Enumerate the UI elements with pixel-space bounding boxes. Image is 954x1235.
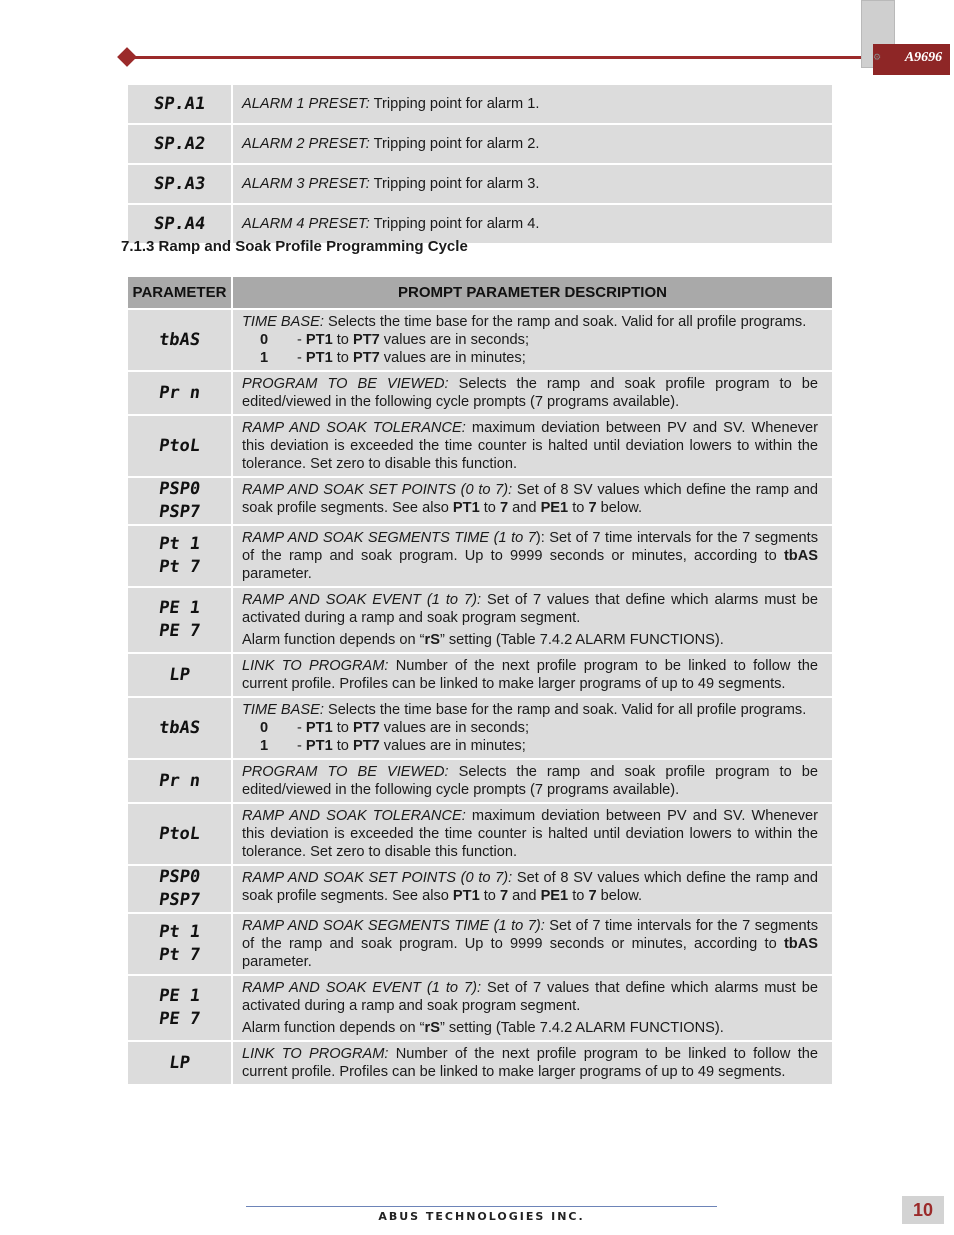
model-badge: A9696 (873, 44, 950, 75)
parameter-cell (128, 165, 233, 205)
bold-term: PT7 (352, 332, 380, 348)
description-text: Tripping point for alarm 1. (369, 96, 540, 112)
table-row (128, 588, 832, 654)
bold-term: PT7 (352, 738, 380, 754)
description-cell (233, 914, 832, 976)
description-label: TIME BASE: (242, 702, 324, 718)
parameter-cell (128, 478, 233, 526)
table-row (128, 85, 832, 125)
parameter-column-header: PARAMETER (128, 277, 233, 310)
parameter-cell (128, 804, 233, 866)
description-text: Tripping point for alarm 3. (369, 176, 540, 192)
description-cell (233, 698, 832, 760)
option-text: to (332, 720, 353, 736)
table-row (128, 698, 832, 760)
option-text: values are in seconds; (379, 720, 529, 736)
ramp-soak-parameter-table (128, 277, 832, 1086)
option-line (242, 331, 818, 349)
option-line (242, 737, 818, 755)
table-row (128, 914, 832, 976)
description-label: RAMP AND SOAK SEGMENTS TIME (1 to 7): (242, 918, 545, 934)
description-cell (233, 416, 832, 478)
table-row (128, 125, 832, 165)
description-cell (233, 310, 832, 372)
note-text: Alarm function depends on “ (242, 632, 425, 648)
parameter-code: Pt 1 (157, 534, 202, 554)
description-label: RAMP AND SOAK SEGMENTS TIME (1 to 7 (242, 530, 536, 546)
table-row (128, 526, 832, 588)
note-text: ” setting (Table 7.4.2 ALARM FUNCTIONS). (439, 632, 724, 648)
parameter-cell (128, 976, 233, 1042)
table-row (128, 760, 832, 804)
description-text: and (508, 500, 541, 516)
description-label: RAMP AND SOAK SET POINTS (0 to 7): (242, 482, 513, 498)
description-text: maximum deviation between PV and SV. Whenever this deviation is exceeded the time counter is halted until deviation lowers to within the tolerance. Set zero to disable this function. (242, 808, 819, 860)
parameter-code: tbAS (157, 329, 202, 350)
parameter-code: PE 1 (157, 986, 202, 1006)
parameter-code: Pr n (157, 770, 202, 791)
table-row (128, 1042, 832, 1086)
table-row (128, 416, 832, 478)
description-label: ALARM 4 PRESET: (242, 216, 370, 232)
table-row (128, 165, 832, 205)
parameter-cell (128, 372, 233, 416)
parameter-cell (128, 125, 233, 165)
parameter-code: Pt 1 (157, 922, 202, 942)
parameter-cell (128, 310, 233, 372)
option-value: 0 (260, 720, 269, 736)
description-label: ALARM 1 PRESET: (242, 96, 370, 112)
description-text: Tripping point for alarm 2. (369, 136, 540, 152)
parameter-code: SP.A4 (152, 213, 207, 234)
description-cell (233, 760, 832, 804)
description-text: maximum deviation between PV and SV. Whenever this deviation is exceeded the time counter is halted until deviation lowers to within the tolerance. Set zero to disable this function. (242, 420, 819, 472)
option-text: to (332, 350, 353, 366)
description-label: LINK TO PROGRAM: (242, 1046, 389, 1062)
bold-term: 7 (499, 888, 509, 904)
alarm-preset-table (128, 85, 832, 245)
bold-term: 7 (588, 888, 597, 904)
table-row (128, 478, 832, 526)
option-text: values are in seconds; (379, 332, 529, 348)
bold-term: PT1 (305, 720, 333, 736)
description-text: Selects the time base for the ramp and soak. Valid for all profile programs. (323, 314, 807, 330)
footer-company: ABUS TECHNOLOGIES INC. (378, 1210, 585, 1223)
option-text: values are in minutes; (379, 350, 526, 366)
bold-term: PT7 (352, 350, 380, 366)
description-column-header: PROMPT PARAMETER DESCRIPTION (233, 277, 832, 310)
table-row (128, 310, 832, 372)
table-row (128, 976, 832, 1042)
description-label: LINK TO PROGRAM: (242, 658, 389, 674)
description-cell (233, 85, 832, 125)
parameter-cell (128, 588, 233, 654)
description-label: TIME BASE: (242, 314, 324, 330)
description-text: to (479, 888, 500, 904)
description-cell (233, 165, 832, 205)
description-label: RAMP AND SOAK EVENT (1 to 7): (242, 980, 482, 996)
description-text: Selects the time base for the ramp and soak. Valid for all profile programs. (323, 702, 807, 718)
description-cell (233, 526, 832, 588)
description-label: ALARM 3 PRESET: (242, 176, 370, 192)
description-cell (233, 125, 832, 165)
bold-term: PT7 (352, 720, 380, 736)
option-text: to (332, 738, 353, 754)
bold-term: PT1 (305, 350, 333, 366)
option-value: 0 (260, 332, 269, 348)
option-value: 1 (260, 350, 269, 366)
description-text: Selects the ramp and soak profile program to be edited/viewed in the following cycle prompts (7 programs available). (242, 376, 818, 410)
description-cell (233, 976, 832, 1042)
parameter-code: PE 1 (157, 598, 202, 618)
description-text: below. (596, 500, 642, 516)
parameter-cell (128, 698, 233, 760)
description-text: to (568, 500, 589, 516)
parameter-code: SP.A1 (152, 93, 207, 114)
parameter-code: PtoL (157, 435, 202, 456)
parameter-cell (128, 760, 233, 804)
footer-rule (246, 1206, 717, 1207)
description-label: PROGRAM TO BE VIEWED: (242, 764, 449, 780)
option-line (242, 349, 818, 367)
description-cell (233, 588, 832, 654)
option-dash: - (297, 738, 306, 754)
bold-term: PT1 (452, 500, 480, 516)
bold-term: PT1 (452, 888, 480, 904)
bold-term: rS (424, 632, 440, 648)
description-cell (233, 804, 832, 866)
parameter-code: LP (167, 1052, 192, 1073)
description-label: RAMP AND SOAK SET POINTS (0 to 7): (242, 870, 513, 886)
description-cell (233, 372, 832, 416)
option-text: values are in minutes; (379, 738, 526, 754)
option-text: to (332, 332, 353, 348)
description-text: ): Set of 7 time intervals for the 7 segments of the ramp and soak program. Up to 9999 seconds or minutes, according to (242, 530, 818, 564)
section-heading: 7.1.3 Ramp and Soak Profile Programming Cycle (121, 238, 468, 255)
parameter-cell (128, 866, 233, 914)
description-label: ALARM 2 PRESET: (242, 136, 370, 152)
bold-term: tbAS (783, 936, 818, 952)
parameter-code: SP.A2 (152, 133, 207, 154)
parameter-code: Pt 7 (157, 945, 202, 965)
bold-term: rS (424, 1020, 440, 1036)
bold-term: PE1 (540, 500, 569, 516)
description-label: RAMP AND SOAK TOLERANCE: (242, 420, 466, 436)
description-text: Set of 7 values that define which alarms must be activated during a ramp and soak program segment. (242, 592, 819, 626)
parameter-cell (128, 914, 233, 976)
description-text: Set of 7 values that define which alarms must be activated during a ramp and soak program segment. (242, 980, 819, 1014)
table-row (128, 804, 832, 866)
description-text: Set of 7 time intervals for the 7 segments of the ramp and soak program. Up to 9999 seconds or minutes, according to (242, 918, 818, 952)
description-cell (233, 1042, 832, 1086)
bold-term: 7 (499, 500, 509, 516)
description-label: RAMP AND SOAK TOLERANCE: (242, 808, 466, 824)
parameter-cell (128, 416, 233, 478)
parameter-code: PSP7 (157, 502, 202, 522)
description-text: to (479, 500, 500, 516)
description-text: Selects the ramp and soak profile program to be edited/viewed in the following cycle prompts (7 programs available). (242, 764, 818, 798)
option-line (242, 719, 818, 737)
parameter-code: PSP0 (157, 867, 202, 887)
description-text: to (568, 888, 589, 904)
description-label: RAMP AND SOAK EVENT (1 to 7): (242, 592, 482, 608)
option-dash: - (297, 350, 306, 366)
parameter-code: PtoL (157, 823, 202, 844)
parameter-code: PE 7 (157, 1009, 202, 1029)
description-text: and (508, 888, 541, 904)
parameter-cell (128, 654, 233, 698)
note-text: ” setting (Table 7.4.2 ALARM FUNCTIONS). (439, 1020, 724, 1036)
parameter-code: PSP0 (157, 479, 202, 499)
description-label: PROGRAM TO BE VIEWED: (242, 376, 449, 392)
note-text: Alarm function depends on “ (242, 1020, 425, 1036)
description-text: Number of the next profile program to be linked to follow the current profile. Profiles can be linked to make larger programs of up to 49 segments. (242, 1046, 818, 1080)
bold-term: PE1 (540, 888, 569, 904)
description-text: Set of 8 SV values which define the ramp and soak profile segments. See also (242, 482, 818, 516)
table-row (128, 372, 832, 416)
description-text: Set of 8 SV values which define the ramp and soak profile segments. See also (242, 870, 818, 904)
description-text: Tripping point for alarm 4. (369, 216, 540, 232)
bold-term: PT1 (305, 738, 333, 754)
description-cell (233, 866, 832, 914)
parameter-code: Pt 7 (157, 557, 202, 577)
parameter-cell (128, 526, 233, 588)
page-number: 10 (902, 1196, 944, 1224)
option-dash: - (297, 332, 306, 348)
description-text: below. (596, 888, 642, 904)
parameter-code: Pr n (157, 382, 202, 403)
parameter-cell (128, 85, 233, 125)
gear-icon: ⚙ (873, 53, 882, 63)
parameter-code: LP (167, 664, 192, 685)
table-row (128, 654, 832, 698)
parameter-code: SP.A3 (152, 173, 207, 194)
option-value: 1 (260, 738, 269, 754)
description-text: parameter. (242, 954, 312, 970)
description-cell (233, 654, 832, 698)
bold-term: 7 (588, 500, 597, 516)
option-dash: - (297, 720, 306, 736)
alarm-function-note (242, 631, 818, 649)
table-header-row (128, 277, 832, 310)
bold-term: PT1 (305, 332, 333, 348)
description-text: Number of the next profile program to be linked to follow the current profile. Profiles can be linked to make larger programs of up to 49 segments. (242, 658, 818, 692)
bold-term: tbAS (783, 548, 818, 564)
parameter-code: PSP7 (157, 890, 202, 910)
parameter-cell (128, 1042, 233, 1086)
header-rule (128, 56, 868, 59)
alarm-function-note (242, 1019, 818, 1037)
description-cell (233, 478, 832, 526)
parameter-code: PE 7 (157, 621, 202, 641)
parameter-code: tbAS (157, 717, 202, 738)
description-text: parameter. (242, 566, 312, 582)
table-row (128, 866, 832, 914)
